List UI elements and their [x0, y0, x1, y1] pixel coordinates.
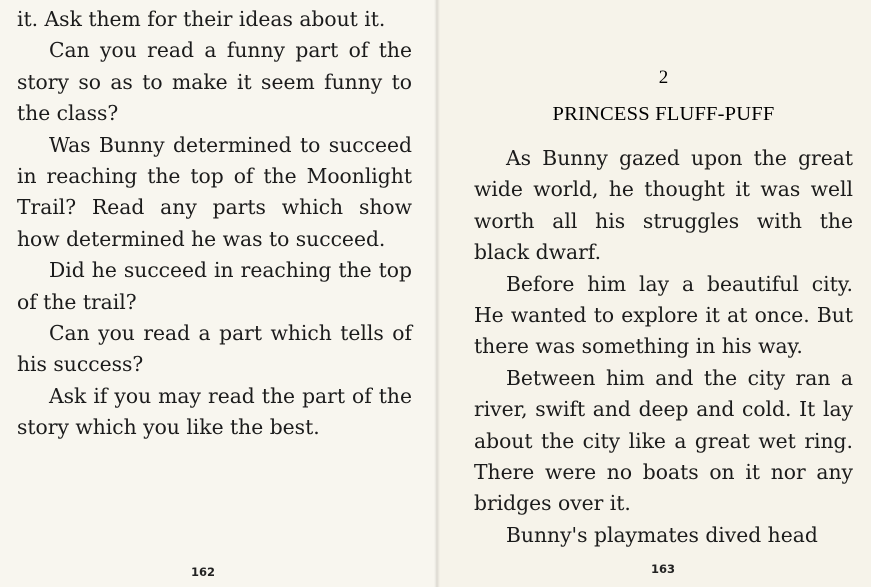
- left-paragraph-5: Can you read a part which tells of his success?: [17, 321, 412, 377]
- left-page-number: 162: [191, 565, 216, 579]
- right-paragraph-2: Before him lay a beautiful city. He wanted to explore it at once. But there was something in his way.: [474, 271, 853, 359]
- left-paragraph-2: Can you read a funny part of the story so as to make it seem funny to the class?: [17, 38, 412, 126]
- right-paragraph-3: Between him and the city ran a river, swift and deep and cold. It lay about the city like a great wet ring. There were no boats on it nor any bridges over it.: [474, 365, 853, 516]
- left-paragraph-4: Did he succeed in reaching the top of the trail?: [17, 258, 412, 314]
- right-page: [474, 143, 853, 587]
- right-page-number: 163: [651, 562, 676, 576]
- right-paragraph-4: Bunny's playmates dived head: [506, 522, 818, 547]
- left-paragraph-6: Ask if you may read the part of the story which you like the best.: [17, 383, 412, 440]
- right-paragraph-1: As Bunny gazed upon the great wide world, he thought it was well worth all his struggles with the black dwarf.: [474, 146, 853, 265]
- left-paragraph-3: Was Bunny determined to succeed in reaching the top of the Moonlight Trail? Read any parts which show how determined he was to succeed.: [17, 132, 412, 251]
- chapter-title: PRINCESS FLUFF-PUFF: [552, 103, 775, 125]
- left-paragraph-1: it. Ask them for their ideas about it.: [17, 7, 386, 31]
- book-gutter: [434, 0, 440, 587]
- chapter-number: 2: [658, 67, 669, 88]
